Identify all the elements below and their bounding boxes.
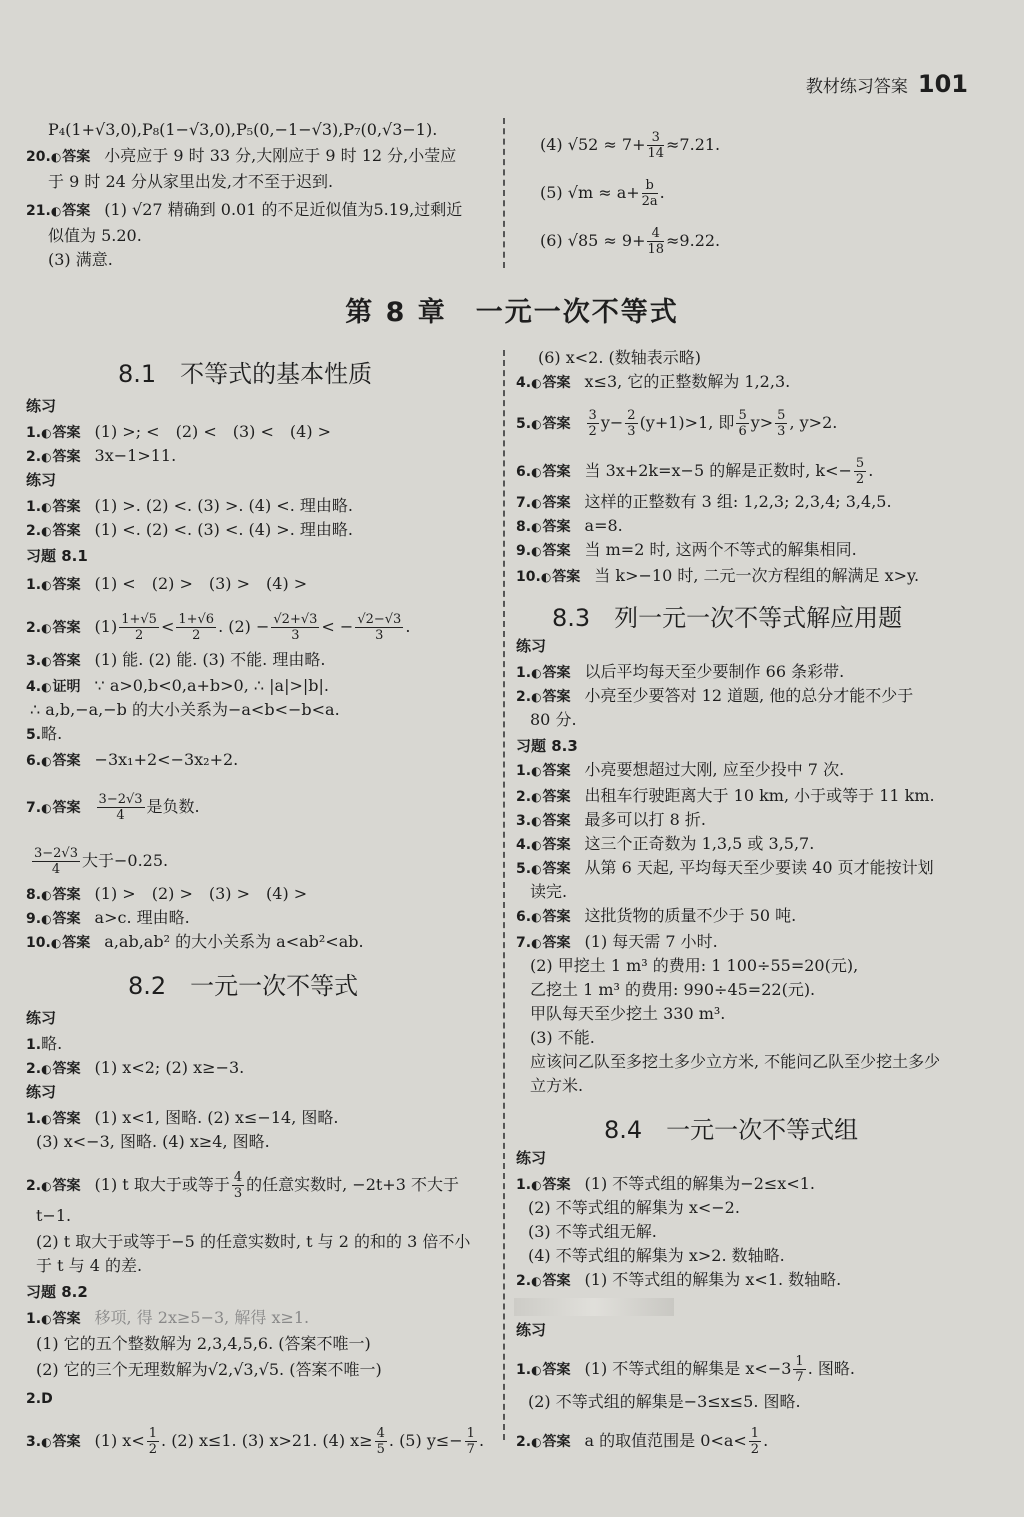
item-cont: t−1. <box>36 1206 72 1225</box>
column-divider-top <box>503 118 505 268</box>
item: 10.◐ 答案 当 k>−10 时, 二元一次方程组的解满足 x>y. <box>516 566 919 587</box>
item: 1.◐ 答案 (1) x<1, 图略. (2) x≤−14, 图略. <box>26 1108 338 1129</box>
num: b <box>642 178 658 194</box>
item: 10.◐ 答案 a,ab,ab² 的大小关系为 a<ab²<ab. <box>26 932 364 953</box>
answer-text: a=8. <box>584 516 623 535</box>
item: 5.◐ 答案 从第 6 天起, 平均每天至少要读 40 页才能按计划 <box>516 858 934 879</box>
text: 是负数. <box>146 797 200 816</box>
answer-label: ◐ 答案 <box>531 813 570 829</box>
answer-label: ◐ 答案 <box>41 620 80 636</box>
answer-text: (1) >. (2) <. (3) >. (4) <. 理由略. <box>94 496 353 515</box>
item-cont: 甲队每天至少挖土 330 m³. <box>530 1004 726 1023</box>
answer-text: (1) √27 精确到 0.01 的不足近似值为5.19,过剩近 <box>104 200 463 219</box>
answer-label: ◐ 答案 <box>41 653 80 669</box>
text: (6) √85 ≈ 9+ <box>540 231 646 250</box>
answer-label: ◐ 答案 <box>41 425 80 441</box>
section-8-1: 8.1 不等式的基本性质 <box>118 360 373 388</box>
answer-text: 略. <box>41 724 63 743</box>
item: 6.◐ 答案 当 3x+2k=x−5 的解是正数时, k<− $\frac{5}{2}$ . <box>516 456 873 487</box>
item: 1.◐ 答案 (1) 不等式组的解集为−2≤x<1. <box>516 1174 815 1195</box>
den: 2 <box>588 424 597 439</box>
answer-label: ◐ 答案 <box>531 519 570 535</box>
header-title: 教材练习答案 <box>805 77 908 97</box>
answer-label: ◐ 答案 <box>531 1434 570 1450</box>
q-number: 21. <box>26 203 51 219</box>
answer-label: ◐ 答案 <box>531 837 570 853</box>
num: 1 <box>466 1426 475 1441</box>
exercise-label: 习题 8.1 <box>26 547 88 565</box>
answer-text: (1) 不等式组的解集为 x<1. 数轴略. <box>584 1270 842 1289</box>
fraction <box>647 226 664 257</box>
num: 5 <box>855 456 865 471</box>
item: 2.◐ 答案 3x−1>11. <box>26 446 176 467</box>
item-cont: (6) x<2. (数轴表示略) <box>538 348 702 367</box>
answer-text: (1) <. (2) <. (3) <. (4) >. 理由略. <box>94 520 353 539</box>
item: 3.◐ 答案 (1) x< $\frac{1}{2}$ . (2) x≤1. (3) x>21. (4) x≥ $\frac{4}{5}$ . (5) y≤− $\frac{1}{7}$ . <box>26 1426 484 1457</box>
item: 2.◐ 答案 (1) x<2; (2) x≥−3. <box>26 1058 244 1079</box>
item-cont: 乙挖土 1 m³ 的费用: 990÷45=22(元). <box>530 980 816 999</box>
item: 1.◐ 答案 小亮要想超过大刚, 应至少投中 7 次. <box>516 760 844 781</box>
smudge-area <box>514 1298 674 1316</box>
approx-5 <box>540 178 665 209</box>
answer-label: ◐ 答案 <box>41 753 80 769</box>
item-cont: (3) 不能. <box>530 1028 595 1047</box>
item: 4.◐ 答案 x≤3, 它的正整数解为 1,2,3. <box>516 372 790 393</box>
answer-label: ◐ 答案 <box>531 689 570 705</box>
num: 4 <box>376 1426 385 1441</box>
item: 2.◐ 答案 小亮至少要答对 12 道题, 他的总分才能不少于 <box>516 686 913 707</box>
text: (1) <box>94 617 118 636</box>
item: 2.◐ 答案 出租车行驶距离大于 10 km, 小于或等于 11 km. <box>516 786 935 807</box>
answer-label: ◐ 答案 <box>531 1362 570 1378</box>
num: 3 <box>588 408 597 423</box>
item-cont: (3) x<−3, 图略. (4) x≥4, 图略. <box>36 1132 270 1151</box>
num: 1+√5 <box>121 612 157 627</box>
item: 2.◐ 答案 (1) $\frac{1+√5}{2}$ < $\frac{1+√6}{2}$ . (2) − $\frac{√2+√3}{3}$ < − $\frac{√2-√3}{3}$ . <box>26 612 410 643</box>
item-cont <box>30 846 168 877</box>
fraction <box>271 612 319 643</box>
practice-label: 练习 <box>26 1083 57 1101</box>
fraction <box>119 612 159 643</box>
item: 7.◐ 答案 (1) 每天需 7 小时. <box>516 932 718 953</box>
answer-label: ◐ 答案 <box>41 911 80 927</box>
fraction <box>736 408 748 439</box>
item: 9.◐ 答案 a>c. 理由略. <box>26 908 190 929</box>
num: 3 <box>647 130 664 146</box>
item-cont: (4) 不等式组的解集为 x>2. 数轴略. <box>528 1246 785 1265</box>
text: (4) √52 ≈ 7+ <box>540 135 646 154</box>
text: . <box>478 1431 485 1450</box>
fraction <box>232 1170 244 1201</box>
num: 5 <box>738 408 747 423</box>
den: 18 <box>647 242 665 257</box>
text: . <box>763 1431 769 1450</box>
item-cont: 应该问乙队至多挖土多少立方米, 不能问乙队至少挖土多少 <box>530 1052 941 1071</box>
section-8-4: 8.4 一元一次不等式组 <box>604 1116 859 1144</box>
den: 3 <box>375 628 384 643</box>
text: ≈9.22. <box>666 231 721 250</box>
den: 7 <box>795 1370 804 1385</box>
answer-text: (1) >; < (2) < (3) < (4) > <box>94 422 332 441</box>
den: 2 <box>148 1442 158 1457</box>
answer-label: ◐ 答案 <box>531 861 570 877</box>
fraction <box>625 408 637 439</box>
item: 1.◐ 答案 (1) >. (2) <. (3) >. (4) <. 理由略. <box>26 496 353 517</box>
num: 4 <box>647 226 664 242</box>
answer-label: ◐ 答案 <box>531 375 570 391</box>
answer-label: ◐ 答案 <box>41 499 80 515</box>
q20 <box>26 146 456 167</box>
num: 3−2√3 <box>34 846 78 861</box>
text: y− <box>600 413 624 432</box>
num: 4 <box>233 1170 243 1185</box>
answer-label: ◐ 答案 <box>41 449 80 465</box>
den: 2 <box>134 628 144 643</box>
num: 1+√6 <box>178 612 215 627</box>
answer-text: 小亮应于 9 时 33 分,大刚应于 9 时 12 分,小莹应 <box>104 146 457 165</box>
fraction <box>749 1426 761 1457</box>
item: 9.◐ 答案 当 m=2 时, 这两个不等式的解集相同. <box>516 540 857 561</box>
text: , y>2. <box>789 413 838 432</box>
answer-label: ◐ 答案 <box>541 569 580 585</box>
text: a 的取值范围是 0<a< <box>584 1431 747 1450</box>
answer-text: 这三个正奇数为 1,3,5 或 3,5,7. <box>584 834 815 853</box>
item: 1.略. <box>26 1034 63 1053</box>
item: 2.◐ 答案 a 的取值范围是 0<a< $\frac{1}{2}$ . <box>516 1426 768 1457</box>
answer-text: (1) x<2; (2) x≥−3. <box>94 1058 245 1077</box>
den: 4 <box>116 808 125 823</box>
answer-label: ◐ 答案 <box>41 1311 80 1327</box>
practice-label: 练习 <box>516 1149 547 1167</box>
text: . <box>868 461 874 480</box>
answer-label: ◐ 答案 <box>51 149 90 165</box>
fraction <box>642 178 658 209</box>
item: 1.◐ 答案 移项, 得 2x≥5−3, 解得 x≥1. <box>26 1308 309 1329</box>
text: . <box>659 183 665 202</box>
item-cont: (3) 不等式组无解. <box>528 1222 657 1241</box>
item: 2.◐ 答案 (1) 不等式组的解集为 x<1. 数轴略. <box>516 1270 841 1291</box>
answer-text: 出租车行驶距离大于 10 km, 小于或等于 11 km. <box>584 786 935 805</box>
answer-label: ◐ 答案 <box>51 935 90 951</box>
den: 5 <box>376 1442 385 1457</box>
practice-label: 练习 <box>516 637 547 655</box>
item-cont: (2) 不等式组的解集为 x<−2. <box>528 1198 740 1217</box>
fraction <box>793 1354 805 1385</box>
fraction <box>647 130 664 161</box>
item: 5.◐ 答案 $\frac{3}{2}$ y− $\frac{2}{3}$ (y+1)>1, 即 $\frac{5}{6}$ y> $\frac{5}{3}$ , y>2. <box>516 408 837 439</box>
q21 <box>26 200 462 221</box>
item-cont: (2) 甲挖土 1 m³ 的费用: 1 100÷55=20(元), <box>530 956 859 975</box>
den: 2 <box>750 1442 760 1457</box>
answer-label: ◐ 答案 <box>531 495 570 511</box>
answer-text: (1) > (2) > (3) > (4) > <box>94 884 308 903</box>
item-cont: 读完. <box>530 882 568 901</box>
answer-label: ◐ 答案 <box>531 543 570 559</box>
text: (1) 不等式组的解集是 x<−3 <box>584 1359 792 1378</box>
text: 大于−0.25. <box>82 851 169 870</box>
answer-label: ◐ 答案 <box>531 416 570 432</box>
exercise-label: 习题 8.3 <box>516 737 578 755</box>
den: 6 <box>738 424 747 439</box>
page-header <box>806 70 968 98</box>
proof-label: ◐ 证明 <box>41 679 80 695</box>
item-cont: 80 分. <box>530 710 577 729</box>
num: 1 <box>795 1354 804 1369</box>
answer-label: ◐ 答案 <box>531 665 570 681</box>
num: 2 <box>627 408 636 423</box>
fraction <box>176 612 216 643</box>
den: 3 <box>291 628 300 643</box>
answer-text: (1) 不等式组的解集为−2≤x<1. <box>584 1174 815 1193</box>
answer-text: (1) 每天需 7 小时. <box>584 932 718 951</box>
answer-text: ∵ a>0,b<0,a+b>0, ∴ |a|>|b|. <box>94 676 329 695</box>
column-divider <box>503 350 505 1440</box>
q-number: 20. <box>26 149 51 165</box>
item-cont: ∴ a,b,−a,−b 的大小关系为−a<b<−b<a. <box>30 700 340 719</box>
answer-label: ◐ 答案 <box>531 1177 570 1193</box>
section-8-3: 8.3 列一元一次不等式解应用题 <box>552 604 903 632</box>
fraction <box>32 846 80 877</box>
practice-label: 练习 <box>516 1321 547 1339</box>
fraction <box>147 1426 159 1457</box>
answer-text: 略. <box>41 1034 63 1053</box>
answer-text: (1) < (2) > (3) > (4) > <box>94 574 308 593</box>
answer-text: 3x−1>11. <box>94 446 177 465</box>
answer-text: a>c. 理由略. <box>94 908 190 927</box>
num: 5 <box>777 408 786 423</box>
answer-text: 这样的正整数有 3 组: 1,2,3; 2,3,4; 3,4,5. <box>584 492 892 511</box>
answer-label: ◐ 答案 <box>41 1061 80 1077</box>
q21-part3: (3) 满意. <box>48 250 113 269</box>
approx-4 <box>540 130 720 161</box>
answer-text: 最多可以打 8 折. <box>584 810 706 829</box>
answer-label: ◐ 答案 <box>531 909 570 925</box>
answer-label: ◐ 答案 <box>531 1273 570 1289</box>
answer-label: ◐ 答案 <box>531 464 570 480</box>
text: . (5) y≤− <box>388 1431 463 1450</box>
num: √2+√3 <box>273 612 318 627</box>
q21-cont: 似值为 5.20. <box>48 226 142 245</box>
answer-label: ◐ 答案 <box>531 935 570 951</box>
item: 3.◐ 答案 (1) 能. (2) 能. (3) 不能. 理由略. <box>26 650 325 671</box>
fraction <box>355 612 403 643</box>
exercise-label: 习题 8.2 <box>26 1283 88 1301</box>
text: 当 3x+2k=x−5 的解是正数时, k<− <box>584 461 852 480</box>
item: 6.◐ 答案 这批货物的质量不少于 50 吨. <box>516 906 796 927</box>
item: 1.◐ 答案 (1) 不等式组的解集是 x<−3 $\frac{1}{7}$ . 图略. <box>516 1354 855 1385</box>
fraction <box>97 792 145 823</box>
den: 2 <box>192 628 201 643</box>
num: 1 <box>750 1426 760 1441</box>
item-cont: (2) 它的三个无理数解为√2,√3,√5. (答案不唯一) <box>36 1360 382 1379</box>
text: ≈7.21. <box>666 135 721 154</box>
text: < <box>160 617 175 636</box>
item: 4.◐ 答案 这三个正奇数为 1,3,5 或 3,5,7. <box>516 834 814 855</box>
fraction <box>587 408 599 439</box>
item: 8.◐ 答案 a=8. <box>516 516 623 537</box>
answer-label: ◐ 答案 <box>41 800 80 816</box>
item: 7.◐ 答案 这样的正整数有 3 组: 1,2,3; 2,3,4; 3,4,5. <box>516 492 892 513</box>
den: 7 <box>466 1442 475 1457</box>
practice-label: 练习 <box>26 471 57 489</box>
answer-label: ◐ 答案 <box>41 1178 80 1194</box>
section-8-2: 8.2 一元一次不等式 <box>128 972 359 1000</box>
text: . 图略. <box>807 1359 855 1378</box>
item: 5.略. <box>26 724 63 743</box>
fraction <box>465 1426 477 1457</box>
answer-text: 移项, 得 2x≥5−3, 解得 x≥1. <box>94 1308 310 1327</box>
item-cont: (2) 不等式组的解集是−3≤x≤5. 图略. <box>528 1392 801 1411</box>
q20-cont: 于 9 时 24 分从家里出发,才不至于迟到. <box>48 172 334 191</box>
num: √2−√3 <box>357 612 402 627</box>
item-cont: 于 t 与 4 的差. <box>36 1256 143 1275</box>
den: 2 <box>855 472 865 487</box>
num: 1 <box>148 1426 158 1441</box>
den: 2a <box>641 194 658 209</box>
item: 1.◐ 答案 以后平均每天至少要制作 66 条彩带. <box>516 662 844 683</box>
answer-label: ◐ 答案 <box>41 1434 80 1450</box>
practice-label: 练习 <box>26 397 57 415</box>
item-cont: (2) t 取大于或等于−5 的任意实数时, t 与 2 的和的 3 倍不小 <box>36 1232 471 1251</box>
answer-text: 以后平均每天至少要制作 66 条彩带. <box>584 662 845 681</box>
practice-label: 练习 <box>26 1009 57 1027</box>
den: 3 <box>777 424 786 439</box>
answer-label: ◐ 答案 <box>41 577 80 593</box>
text: y> <box>750 413 774 432</box>
answer-text: a,ab,ab² 的大小关系为 a<ab²<ab. <box>104 932 364 951</box>
answer-text: −3x₁+2<−3x₂+2. <box>94 750 239 769</box>
text: (5) √m ≈ a+ <box>540 183 640 202</box>
num: 3−2√3 <box>98 792 143 807</box>
answer-text: (1) x<1, 图略. (2) x≤−14, 图略. <box>94 1108 339 1127</box>
answer-label: ◐ 答案 <box>51 203 90 219</box>
item: 4.◐ 证明 ∵ a>0,b<0,a+b>0, ∴ |a|>|b|. <box>26 676 329 697</box>
text: (1) t 取大于或等于 <box>94 1175 230 1194</box>
item: 1.◐ 答案 (1) >; < (2) < (3) < (4) > <box>26 422 331 443</box>
text: (1) x< <box>94 1431 145 1450</box>
den: 3 <box>627 424 636 439</box>
chapter-title: 第 8 章 一元一次不等式 <box>345 297 679 328</box>
answer-text: 当 m=2 时, 这两个不等式的解集相同. <box>584 540 857 559</box>
answer-text: 小亮至少要答对 12 道题, 他的总分才能不少于 <box>584 686 914 705</box>
text: (y+1)>1, 即 <box>639 413 735 432</box>
answer-text: 这批货物的质量不少于 50 吨. <box>584 906 797 925</box>
item: 8.◐ 答案 (1) > (2) > (3) > (4) > <box>26 884 307 905</box>
answer-text: 小亮要想超过大刚, 应至少投中 7 次. <box>584 760 845 779</box>
answer-label: ◐ 答案 <box>531 789 570 805</box>
answer-text: 从第 6 天起, 平均每天至少要读 40 页才能按计划 <box>584 858 934 877</box>
item-cont: (1) 它的五个整数解为 2,3,4,5,6. (答案不唯一) <box>36 1334 371 1353</box>
item: 3.◐ 答案 最多可以打 8 折. <box>516 810 706 831</box>
answer-text: (1) 能. (2) 能. (3) 不能. 理由略. <box>94 650 326 669</box>
text: . (2) x≤1. (3) x>21. (4) x≥ <box>161 1431 373 1450</box>
answer-text: x≤3, 它的正整数解为 1,2,3. <box>584 372 791 391</box>
item: 2.◐ 答案 (1) <. (2) <. (3) <. (4) >. 理由略. <box>26 520 353 541</box>
item-cont: 立方米. <box>530 1076 584 1095</box>
answer-label: ◐ 答案 <box>41 523 80 539</box>
item: 6.◐ 答案 −3x₁+2<−3x₂+2. <box>26 750 238 771</box>
text: . <box>405 617 411 636</box>
item: 7.◐ 答案 $\frac{3-2√3}{4}$ 是负数. <box>26 792 200 823</box>
answer-label: ◐ 答案 <box>531 763 570 779</box>
fraction <box>854 456 866 487</box>
answer-text: 当 k>−10 时, 二元一次方程组的解满足 x>y. <box>594 566 920 585</box>
points-line: P₄(1+√3,0),P₈(1−√3,0),P₅(0,−1−√3),P₇(0,√3−1). <box>48 120 438 139</box>
fraction <box>775 408 787 439</box>
text: . (2) − <box>218 617 270 636</box>
text: < − <box>321 617 354 636</box>
answer-text: D <box>41 1391 53 1407</box>
page-number: 101 <box>917 70 968 98</box>
fraction <box>375 1426 387 1457</box>
den: 3 <box>233 1186 243 1201</box>
answer-label: ◐ 答案 <box>41 887 80 903</box>
text: 的任意实数时, −2t+3 不大于 <box>246 1175 459 1194</box>
approx-6 <box>540 226 720 257</box>
den: 14 <box>647 146 665 161</box>
den: 4 <box>51 862 61 877</box>
answer-label: ◐ 答案 <box>41 1111 80 1127</box>
item: 1.◐ 答案 (1) < (2) > (3) > (4) > <box>26 574 307 595</box>
item: 2.◐ 答案 (1) t 取大于或等于 $\frac{4}{3}$ 的任意实数时, −2t+3 不大于 <box>26 1170 459 1201</box>
item: 2.D <box>26 1391 53 1407</box>
